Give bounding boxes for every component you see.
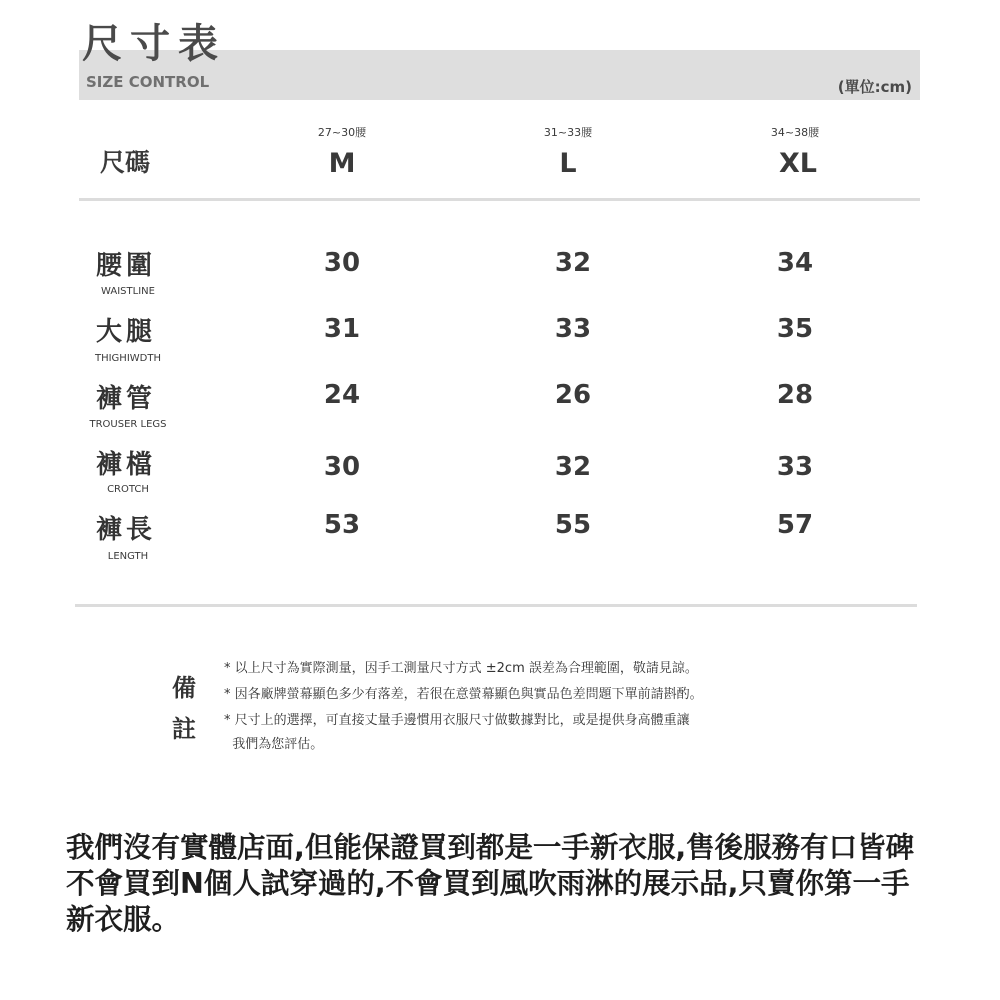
table-cell: 28 bbox=[776, 380, 814, 410]
size-code-l: L bbox=[559, 148, 577, 179]
note-line: * 尺寸上的選擇，可直接丈量手邊慣用衣服尺寸做數據對比，或是提供身高體重讓 bbox=[224, 713, 690, 728]
row-en-length: LENGTH bbox=[107, 551, 149, 562]
table-cell: 31 bbox=[323, 314, 361, 344]
table-cell: 35 bbox=[776, 314, 814, 344]
row-label-length: 褲長 bbox=[96, 515, 157, 545]
row-en-crotch: CROTCH bbox=[107, 484, 149, 495]
table-cell: 24 bbox=[323, 380, 361, 410]
row-label-waistline: 腰圍 bbox=[96, 251, 157, 281]
table-cell: 30 bbox=[323, 452, 361, 482]
note-line: 我們為您評估。 bbox=[224, 737, 324, 752]
note-line: * 以上尺寸為實際測量，因手工測量尺寸方式 ±2cm 誤差為合理範圍，敬請見諒。 bbox=[224, 661, 698, 676]
promo-line: 我們沒有實體店面,但能保證買到都是一手新衣服,售後服務有口皆碑 bbox=[66, 831, 915, 864]
row-en-thigh: THIGHIWDTH bbox=[94, 353, 161, 364]
table-cell: 33 bbox=[776, 452, 814, 482]
table-cell: 55 bbox=[554, 510, 592, 540]
row-label-thigh: 大腿 bbox=[96, 317, 157, 347]
size-column-label: 尺碼 bbox=[100, 148, 151, 177]
header-divider bbox=[79, 198, 920, 201]
unit-label: (單位:cm) bbox=[837, 78, 912, 96]
promo-line: 不會買到N個人試穿過的,不會買到風吹雨淋的展示品,只賣你第一手 bbox=[66, 867, 910, 900]
notes-heading-1: 備 bbox=[172, 674, 196, 702]
table-bottom-divider bbox=[75, 604, 917, 607]
table-cell: 57 bbox=[776, 510, 814, 540]
table-cell: 32 bbox=[554, 248, 592, 278]
size-range-m: 27~30腰 bbox=[317, 126, 367, 139]
size-range-xl: 34~38腰 bbox=[770, 126, 820, 139]
row-label-crotch: 褲檔 bbox=[96, 450, 157, 480]
note-line: * 因各廠牌螢幕顯色多少有落差，若很在意螢幕顯色與實品色差問題下單前請斟酌。 bbox=[224, 687, 703, 702]
row-en-trouser-legs: TROUSER LEGS bbox=[89, 419, 167, 430]
page-title: 尺寸表 bbox=[82, 21, 226, 67]
table-cell: 26 bbox=[554, 380, 592, 410]
page-subtitle: SIZE CONTROL bbox=[86, 73, 210, 91]
notes-heading-2: 註 bbox=[172, 715, 196, 743]
table-cell: 34 bbox=[776, 248, 814, 278]
promo-line: 新衣服。 bbox=[66, 903, 181, 936]
size-range-l: 31~33腰 bbox=[543, 126, 593, 139]
row-label-trouser-legs: 褲管 bbox=[96, 384, 157, 414]
table-cell: 32 bbox=[554, 452, 592, 482]
table-cell: 33 bbox=[554, 314, 592, 344]
size-code-xl: XL bbox=[778, 148, 818, 179]
table-cell: 53 bbox=[323, 510, 361, 540]
promo-text bbox=[66, 830, 966, 938]
row-en-waistline: WAISTLINE bbox=[101, 286, 155, 297]
table-cell: 30 bbox=[323, 248, 361, 278]
size-code-m: M bbox=[328, 148, 356, 179]
